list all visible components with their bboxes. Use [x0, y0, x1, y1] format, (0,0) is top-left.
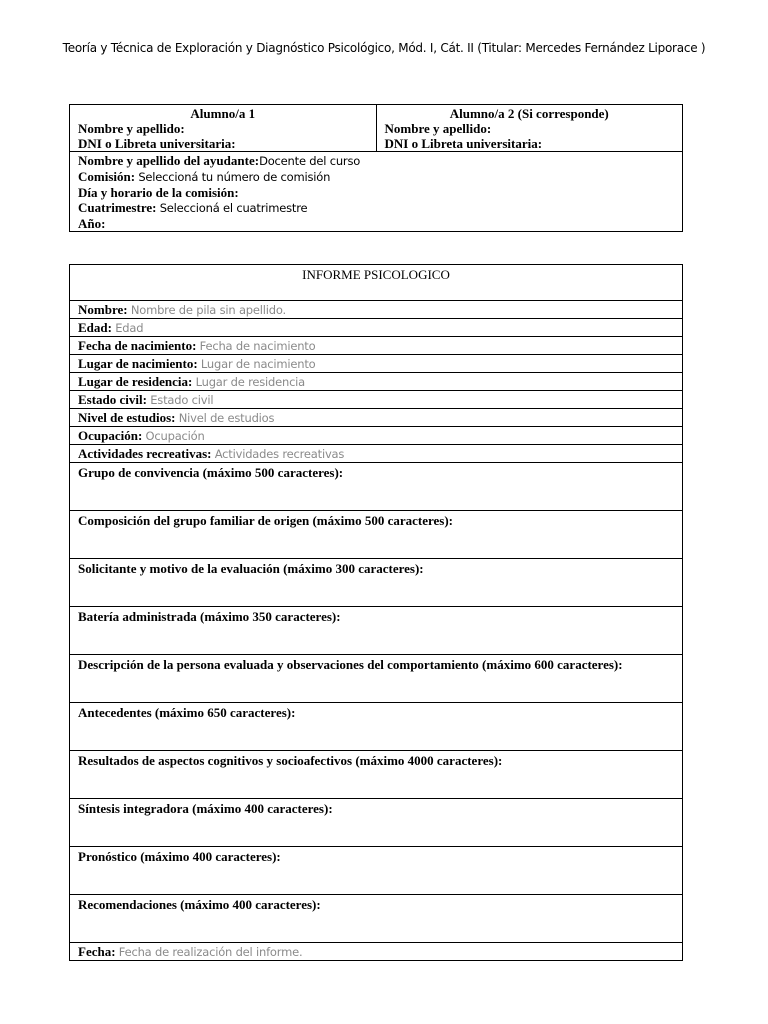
field-row — [70, 337, 683, 355]
field-row — [70, 445, 683, 463]
section-row[interactable]: Solicitante y motivo de la evaluación (máximo 300 caracteres): — [70, 559, 683, 607]
field-label: Nivel de estudios: — [78, 410, 176, 425]
section-row[interactable]: Recomendaciones (máximo 400 caracteres): — [70, 895, 683, 943]
field-input[interactable]: Estado civil — [150, 393, 214, 407]
term-dropdown[interactable]: Seleccioná el cuatrimestre — [159, 201, 308, 215]
field-label: Edad: — [78, 320, 112, 335]
field-label: Ocupación: — [78, 428, 143, 443]
report-table — [69, 264, 683, 961]
field-row — [70, 391, 683, 409]
field-row — [70, 301, 683, 319]
field-label: Estado civil: — [78, 392, 147, 407]
section-row[interactable]: Síntesis integradora (máximo 400 caracteres): — [70, 799, 683, 847]
field-label: Nombre: — [78, 302, 128, 317]
section-row[interactable]: Grupo de convivencia (máximo 500 caracteres): — [70, 463, 683, 511]
date-label: Fecha: — [78, 944, 116, 959]
section-row[interactable]: Pronóstico (máximo 400 caracteres): — [70, 847, 683, 895]
field-row — [70, 373, 683, 391]
field-row — [70, 319, 683, 337]
field-input[interactable]: Edad — [115, 321, 144, 335]
student-1-title: Alumno/a 1 — [190, 106, 256, 121]
student-2-title: Alumno/a 2 (Si corresponde) — [449, 106, 609, 121]
field-input[interactable]: Nivel de estudios — [178, 411, 275, 425]
assistant-field[interactable]: Docente del curso — [259, 154, 361, 168]
field-input[interactable]: Fecha de nacimiento — [199, 339, 316, 353]
student-1-dni-label[interactable]: DNI o Libreta universitaria: — [78, 136, 236, 151]
field-label: Fecha de nacimiento: — [78, 338, 197, 353]
field-row — [70, 427, 683, 445]
commission-dropdown[interactable]: Seleccioná tu número de comisión — [138, 170, 331, 184]
year-label[interactable]: Año: — [78, 216, 106, 231]
section-row[interactable]: Batería administrada (máximo 350 caracteres): — [70, 607, 683, 655]
field-input[interactable]: Lugar de nacimiento — [200, 357, 316, 371]
field-label: Lugar de nacimiento: — [78, 356, 198, 371]
students-table — [69, 104, 683, 232]
commission-row — [78, 169, 674, 185]
section-row[interactable]: Composición del grupo familiar de origen (máximo 500 caracteres): — [70, 511, 683, 559]
field-input[interactable]: Nombre de pila sin apellido. — [130, 303, 286, 317]
student-1-cell — [70, 105, 377, 152]
field-label: Actividades recreativas: — [78, 446, 212, 461]
assistant-row — [78, 153, 674, 169]
date-field[interactable]: Fecha de realización del informe. — [118, 945, 303, 959]
section-row[interactable]: Resultados de aspectos cognitivos y socioafectivos (máximo 4000 caracteres): — [70, 751, 683, 799]
schedule-label[interactable]: Día y horario de la comisión: — [78, 185, 239, 200]
student-2-dni-label[interactable]: DNI o Libreta universitaria: — [384, 136, 543, 151]
date-row — [70, 943, 683, 961]
report-section-rows — [70, 463, 683, 943]
field-input[interactable]: Ocupación — [145, 429, 205, 443]
field-input[interactable]: Actividades recreativas — [214, 447, 345, 461]
course-info-cell — [70, 152, 683, 232]
report-field-rows — [70, 301, 683, 463]
field-input[interactable]: Lugar de residencia — [195, 375, 306, 389]
student-1-name-label[interactable]: Nombre y apellido: — [78, 121, 185, 136]
section-row[interactable]: Descripción de la persona evaluada y observaciones del comportamiento (máximo 600 caracteres): — [70, 655, 683, 703]
term-row — [78, 200, 674, 216]
field-row — [70, 409, 683, 427]
field-row — [70, 355, 683, 373]
report-title: INFORME PSICOLOGICO — [70, 265, 683, 301]
field-label: Lugar de residencia: — [78, 374, 193, 389]
term-label: Cuatrimestre: — [78, 200, 157, 215]
student-2-cell — [376, 105, 683, 152]
document-header: Teoría y Técnica de Exploración y Diagnóstico Psicológico, Mód. I, Cát. II (Titular: Mercedes Fernández Liporace ) — [62, 41, 706, 55]
student-2-name-label[interactable]: Nombre y apellido: — [384, 121, 492, 136]
commission-label: Comisión: — [78, 169, 136, 184]
section-row[interactable]: Antecedentes (máximo 650 caracteres): — [70, 703, 683, 751]
assistant-label: Nombre y apellido del ayudante: — [78, 153, 260, 168]
